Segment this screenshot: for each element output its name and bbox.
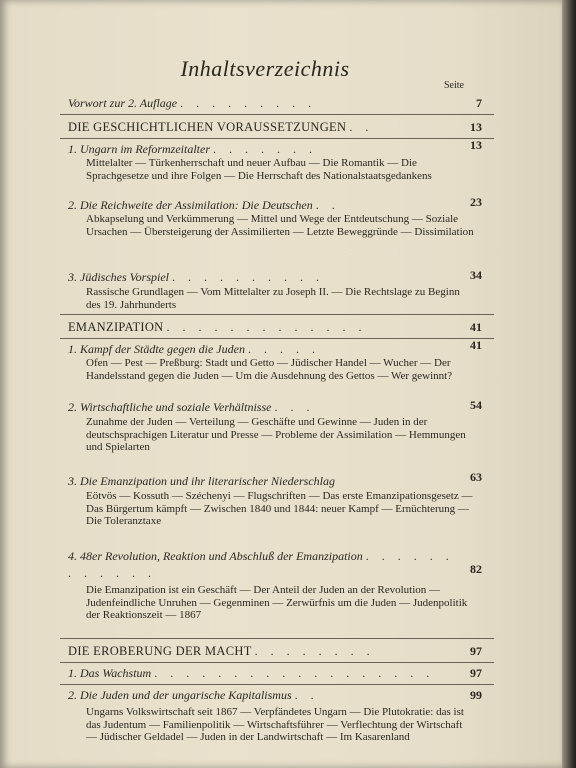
divider — [60, 638, 494, 639]
divider — [60, 662, 494, 663]
toc-entry-literarischer: 3. Die Emanzipation und ihr literarischer Niederschlag — [68, 474, 335, 488]
toc-entry-vorspiel: 3. Jüdisches Vorspiel . . . . . . . . . . — [68, 270, 324, 284]
toc-entry-vorwort: Vorwort zur 2. Auflage . . . . . . . . . — [68, 96, 317, 110]
toc-page-number: 82 — [470, 562, 482, 576]
toc-page-number: 23 — [470, 195, 482, 209]
toc-entry-kampf: 1. Kampf der Städte gegen die Juden . . . . . — [68, 342, 320, 356]
toc-page-number: 13 — [470, 138, 482, 152]
divider — [60, 114, 494, 115]
divider — [60, 338, 494, 339]
toc-page-number: 99 — [470, 688, 482, 702]
toc-entry-description: Eötvös — Kossuth — Széchenyi — Flugschriften — Das erste Emanzipationsgesetz — Das Bürgertum kämpft — Zwischen 1840 und 1844: neuer Kampf — Ernüchterung — Die Toleranztaxe — [86, 490, 473, 528]
divider — [60, 684, 494, 685]
page-column-header: Seite — [444, 80, 464, 91]
toc-page-number: 7 — [476, 96, 482, 110]
toc-page-number: 97 — [470, 644, 482, 658]
toc-page-number: 41 — [470, 338, 482, 352]
toc-entry-description: Rassische Grundlagen — Vom Mittelalter zu Joseph II. — Die Rechtslage zu Beginn des 19. Jahrhunderts — [86, 286, 460, 311]
toc-section-voraussetzungen: DIE GESCHICHTLICHEN VORAUSSETZUNGEN . . — [68, 120, 374, 134]
toc-entry-description: Ungarns Volkswirtschaft seit 1867 — Verpfändetes Ungarn — Die Plutokratie: das ist das Judentum — Familienpolitik — Wirtschaftsführer — Verflechtung der Wirtschaft — Jüdischer Geldadel — Juden in der Landwirtschaft — Im Kasarenland — [86, 706, 464, 744]
toc-page-number: 54 — [470, 398, 482, 412]
page-title: Inhaltsverzeichnis — [180, 56, 350, 81]
toc-entry-revolution: 4. 48er Revolution, Reaktion und Abschluß der Emanzipation . . . . . . . . . . . . — [68, 549, 454, 580]
toc-section-eroberung: DIE EROBERUNG DER MACHT . . . . . . . . — [68, 644, 375, 658]
toc-entry-description: Zunahme der Juden — Verteilung — Geschäfte und Gewinne — Juden in der deutschsprachigen Literatur und Presse — Probleme der Assimilation — Hemmungen und Spielarten — [86, 416, 466, 454]
toc-entry-ungarn: 1. Ungarn im Reformzeitalter . . . . . . . — [68, 142, 317, 156]
toc-entry-description: Ofen — Pest — Preßburg: Stadt und Getto — Jüdischer Handel — Wucher — Der Handelsstand gegen die Juden — Um die Ausdehnung des Gettos — Wer gewinnt? — [86, 357, 453, 382]
toc-entry-reichweite: 2. Die Reichweite der Assimilation: Die Deutschen . . — [68, 198, 340, 212]
toc-page-number: 97 — [470, 666, 482, 680]
toc-entry-description: Abkapselung und Verkümmerung — Mittel und Wege der Entdeutschung — Soziale Ursachen — Übersteigerung der Assimilierten — Letzte Beweggründe — Dissimilation — [86, 213, 474, 238]
toc-entry-description: Mittelalter — Türkenherrschaft und neuer Aufbau — Die Romantik — Die Sprachgesetze und ihre Folgen — Die Herrschaft des Nationalstaatsgedankens — [86, 157, 432, 182]
divider — [60, 314, 494, 315]
toc-entry-description: Die Emanzipation ist ein Geschäft — Der Anteil der Juden an der Revolution — Judenfeindliche Unruhen — Gegenminen — Zerwürfnis um die Juden — Judenpolitik der Reaktionszeit — 1867 — [86, 584, 468, 622]
divider — [60, 138, 494, 139]
toc-page-number: 13 — [470, 120, 482, 134]
toc-page-number: 41 — [470, 320, 482, 334]
toc-entry-kapitalismus: 2. Die Juden und der ungarische Kapitalismus . . — [68, 688, 319, 702]
toc-page-number: 34 — [470, 268, 482, 282]
toc-entry-wirtschaftliche: 2. Wirtschaftliche und soziale Verhältnisse . . . — [68, 400, 315, 414]
toc-page-number: 63 — [470, 470, 482, 484]
toc-entry-wachstum: 1. Das Wachstum . . . . . . . . . . . . . . . . . . — [68, 666, 435, 680]
book-spine-shadow — [562, 0, 576, 768]
toc-section-emanzipation: EMANZIPATION . . . . . . . . . . . . . — [68, 320, 367, 334]
